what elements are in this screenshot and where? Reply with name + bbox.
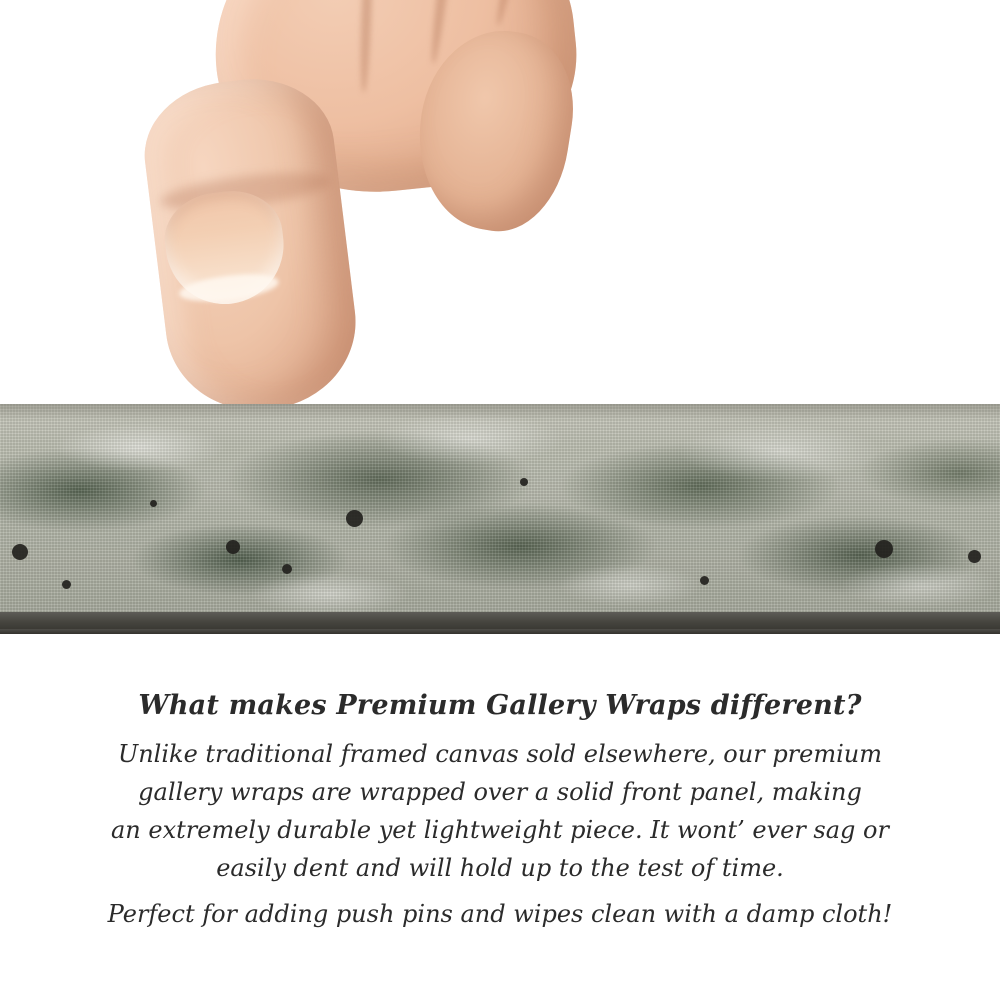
canvas-speckle <box>968 550 981 563</box>
canvas-speckle <box>520 478 528 486</box>
canvas-top-shadow <box>0 404 1000 420</box>
canvas-speckle <box>226 540 240 554</box>
canvas-speckle <box>150 500 157 507</box>
canvas-speckle <box>62 580 71 589</box>
caption-line: gallery wraps are wrapped over a solid front panel, making <box>138 778 862 806</box>
caption-line: easily dent and will hold up to the test of time. <box>216 854 784 882</box>
hand-illustration <box>120 0 560 430</box>
canvas-speckle <box>12 544 28 560</box>
canvas-speckle <box>700 576 709 585</box>
canvas-speckle <box>346 510 363 527</box>
caption-closing-line: Perfect for adding push pins and wipes clean with a damp cloth! <box>107 900 893 928</box>
caption-line: Unlike traditional framed canvas sold elsewhere, our premium <box>117 740 882 768</box>
caption-headline: What makes Premium Gallery Wraps different? <box>138 690 862 721</box>
finger-crease <box>494 0 530 27</box>
caption-line: an extremely durable yet lightweight piece. It wont’ ever sag or <box>111 816 889 844</box>
canvas-edge-strip <box>0 404 1000 620</box>
canvas-speckle <box>875 540 893 558</box>
caption-block <box>0 690 1000 933</box>
canvas-panel-side-edge <box>0 612 1000 634</box>
finger-crease <box>359 0 375 93</box>
canvas-speckle <box>282 564 292 574</box>
canvas-weave-texture <box>0 404 1000 620</box>
